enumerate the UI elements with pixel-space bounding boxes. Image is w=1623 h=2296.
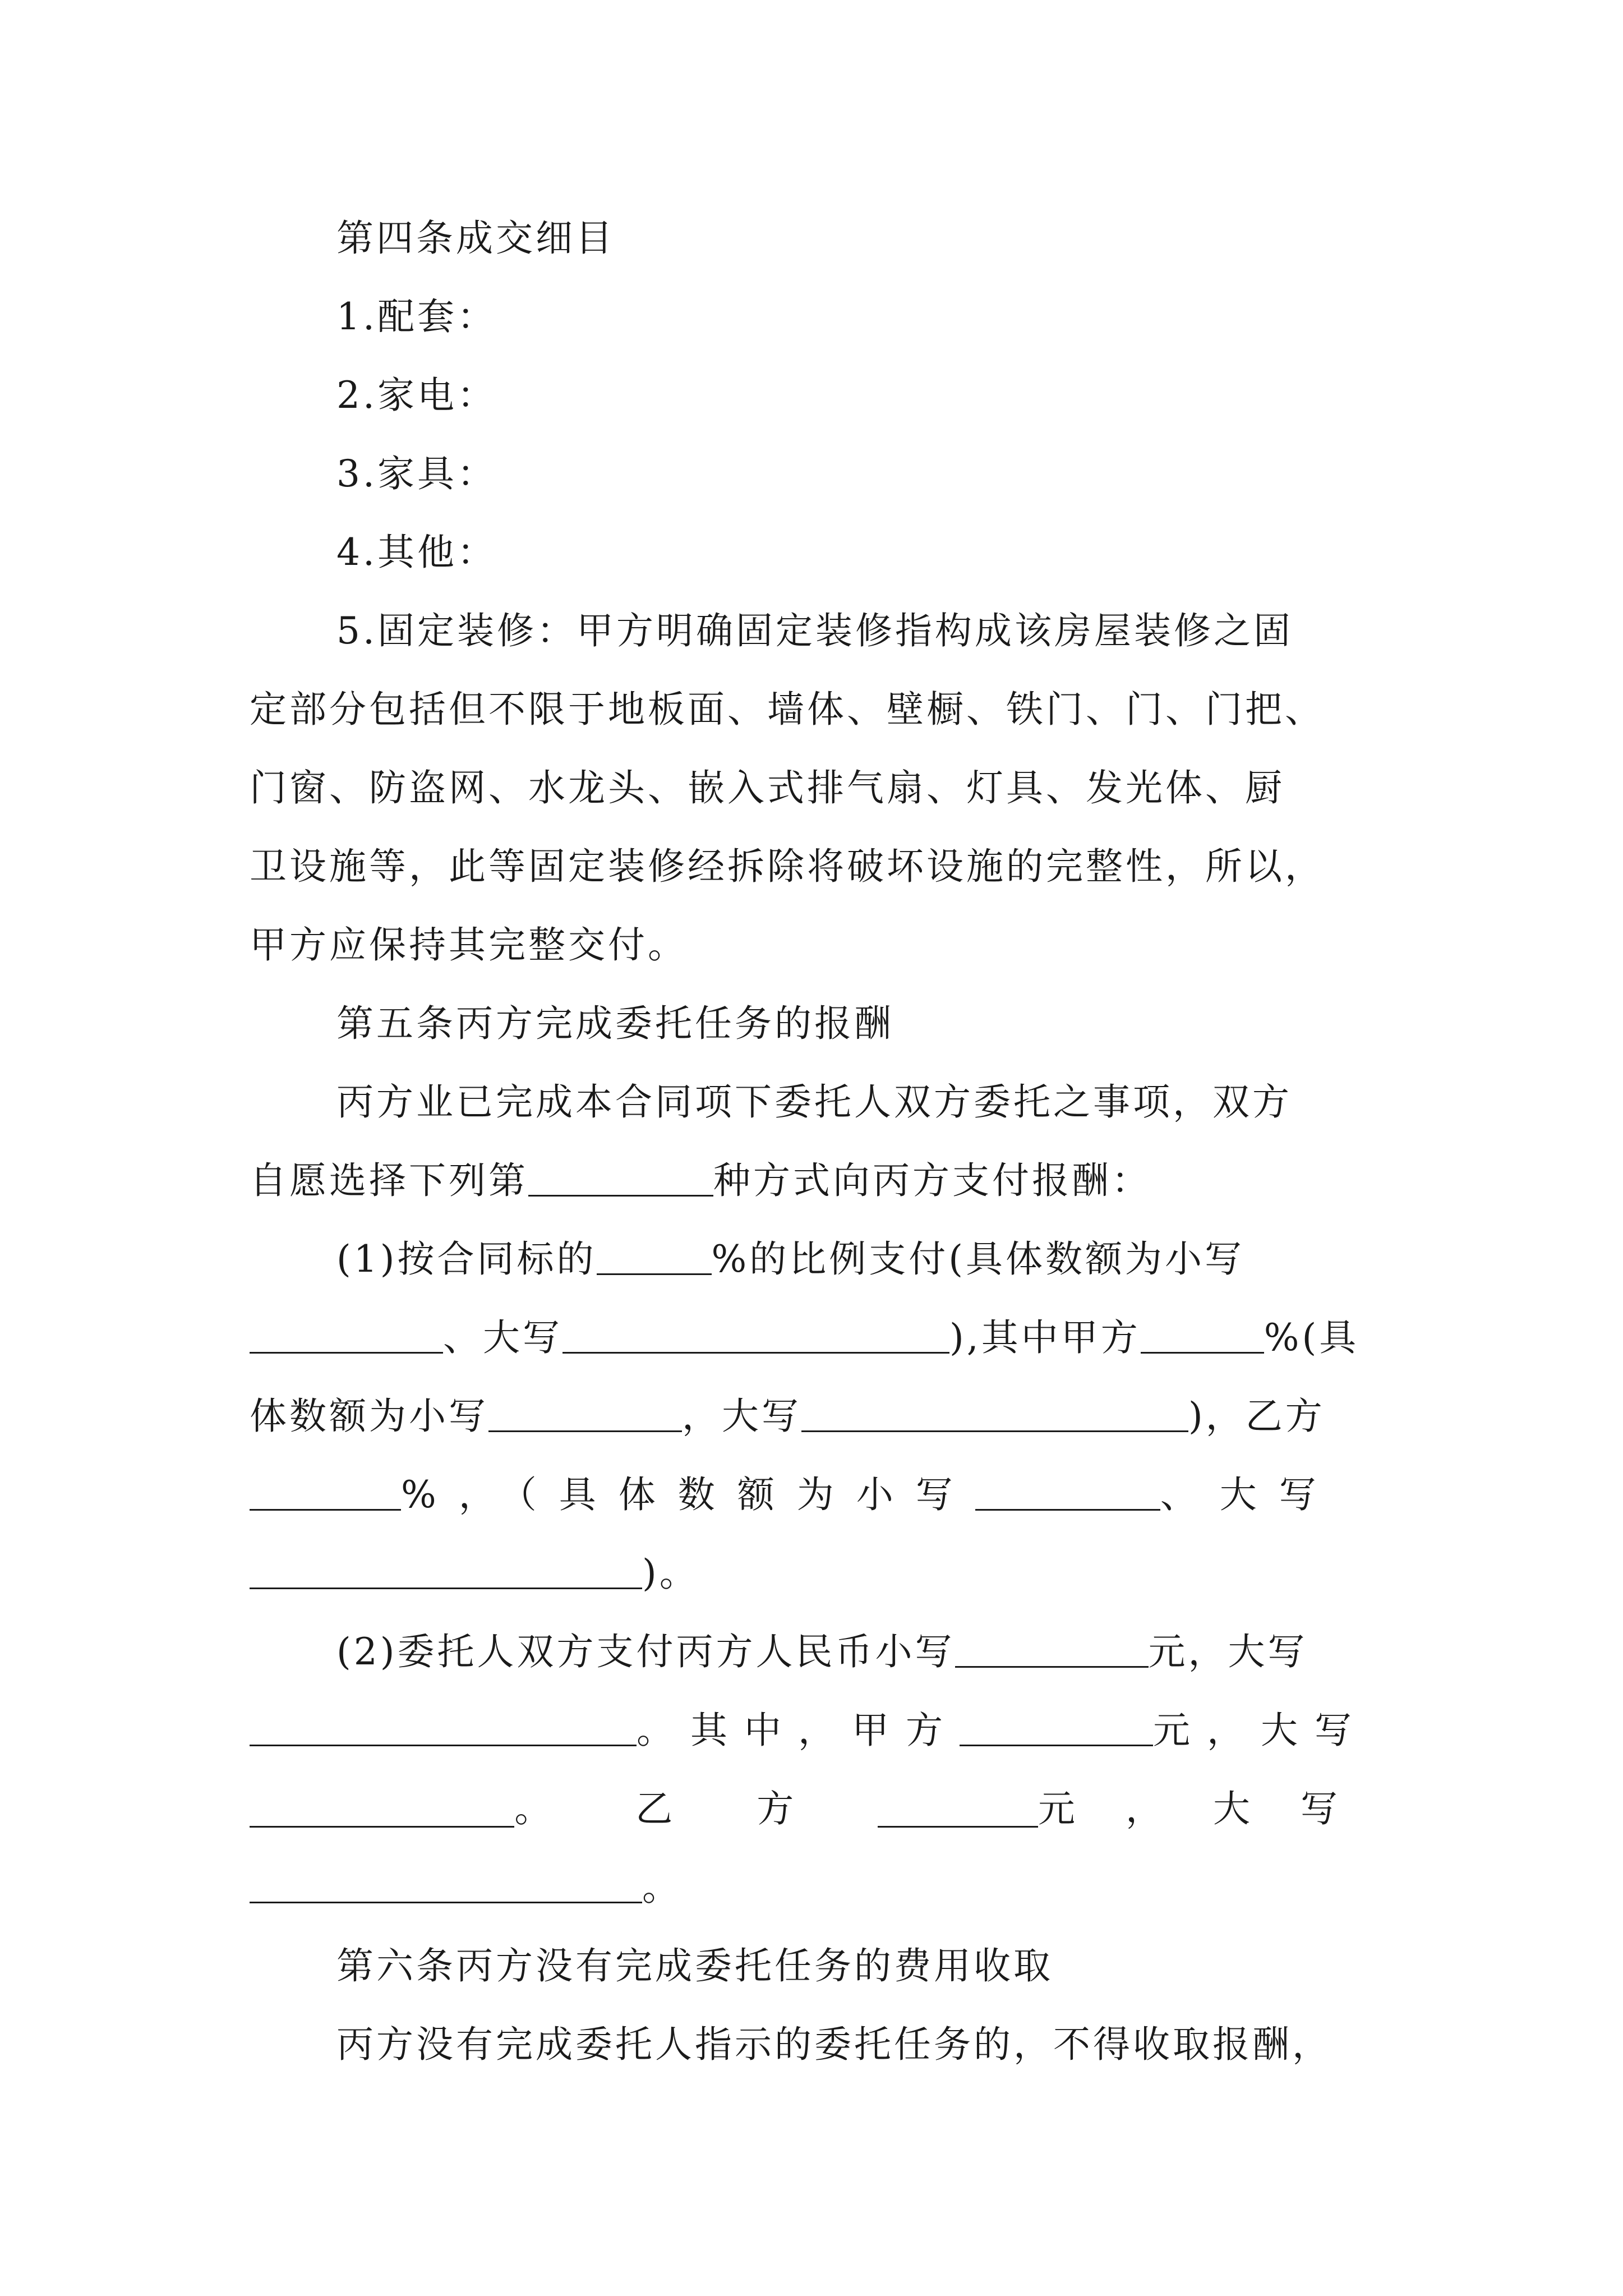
text-fragment: 元，大写 [1038,1787,1388,1830]
option-1-line-5 [250,1534,1388,1613]
blank-total-lowercase[interactable] [955,1631,1149,1668]
fixed-decoration-line-4: 卫设施等，此等固定装修经拆除将破坏设施的完整性，所以， [250,845,1325,888]
blank-party-b-uppercase[interactable] [250,1553,642,1589]
item-fittings: 1.配套： [336,295,497,338]
text-fragment: 、大写 [443,1316,562,1359]
text-fragment: 。 [642,1866,682,1909]
option-2-line-1 [336,1613,1388,1691]
blank-party-b-yuan-lowercase[interactable] [878,1791,1038,1828]
text-fragment: 自愿选择下列第 [250,1159,528,1202]
blank-amount-lowercase[interactable] [250,1317,443,1354]
text-fragment: 。乙方 [514,1787,878,1830]
blank-party-a-percentage[interactable] [1141,1317,1264,1354]
option-2-line-2 [250,1691,1388,1770]
text-fragment: 元，大写 [1153,1709,1368,1752]
blank-total-uppercase[interactable] [250,1710,637,1746]
fixed-decoration-line-2: 定部分包括但不限于地板面、墙体、壁橱、铁门、门、门把、 [250,688,1325,731]
article-6-paragraph-line-1: 丙方没有完成委托人指示的委托任务的，不得收取报酬， [336,2023,1332,2066]
fixed-decoration-line-5: 甲方应保持其完整交付。 [250,923,688,967]
text-fragment: (1)按合同标的 [336,1237,597,1281]
text-fragment: 。其中，甲方 [637,1709,960,1752]
blank-amount-uppercase[interactable] [562,1317,949,1354]
option-1-line-1 [336,1220,1388,1299]
option-2-line-3 [250,1770,1388,1848]
blank-party-a-lowercase[interactable] [488,1396,682,1432]
blank-party-a-yuan-lowercase[interactable] [960,1710,1153,1746]
article-5-heading: 第五条丙方完成委托任务的报酬 [336,1002,894,1045]
item-appliances: 2.家电： [336,374,497,417]
fixed-decoration-line-3: 门窗、防盗网、水龙头、嵌入式排气扇、灯具、发光体、厨 [250,766,1285,809]
option-2-line-4 [250,1848,1388,1927]
option-1-line-4 [250,1456,1388,1534]
blank-percentage[interactable] [597,1239,712,1275]
text-fragment: %，（具体数额为小写 [401,1473,975,1516]
blank-party-b-yuan-uppercase[interactable] [250,1867,642,1903]
text-fragment: %(具 [1264,1316,1359,1359]
blank-party-b-percentage[interactable] [250,1474,401,1511]
text-fragment: 种方式向丙方支付报酬： [713,1159,1151,1202]
blank-option-number[interactable] [528,1160,713,1197]
text-fragment: 元，大写 [1148,1630,1308,1673]
option-1-line-3 [250,1377,1388,1456]
fixed-decoration-line-1: 5.固定装修：甲方明确固定装修指构成该房屋装修之固 [336,609,1293,652]
article-5-paragraph-line-1: 丙方业已完成本合同项下委托人双方委托之事项，双方 [336,1080,1292,1124]
blank-party-a-uppercase[interactable] [801,1396,1188,1432]
text-fragment: 、大写 [1160,1473,1339,1516]
text-fragment: ),其中甲方 [949,1316,1141,1359]
text-fragment: (2)委托人双方支付丙方人民币小写 [336,1630,955,1673]
article-5-paragraph-line-2 [250,1142,1388,1220]
item-furniture: 3.家具： [336,452,497,495]
text-fragment: %的比例支付(具体数额为小写 [711,1237,1244,1281]
blank-party-a-yuan-uppercase[interactable] [250,1791,514,1828]
text-fragment: 体数额为小写 [250,1395,488,1438]
item-other: 4.其他： [336,531,497,574]
text-fragment: )。 [642,1552,699,1595]
article-4-heading: 第四条成交细目 [336,217,615,260]
blank-party-b-lowercase[interactable] [975,1474,1160,1511]
text-fragment: )，乙方 [1188,1395,1325,1438]
option-1-line-2 [250,1299,1388,1377]
article-6-heading: 第六条丙方没有完成委托任务的费用收取 [336,1944,1053,1987]
text-fragment: ，大写 [682,1395,801,1438]
